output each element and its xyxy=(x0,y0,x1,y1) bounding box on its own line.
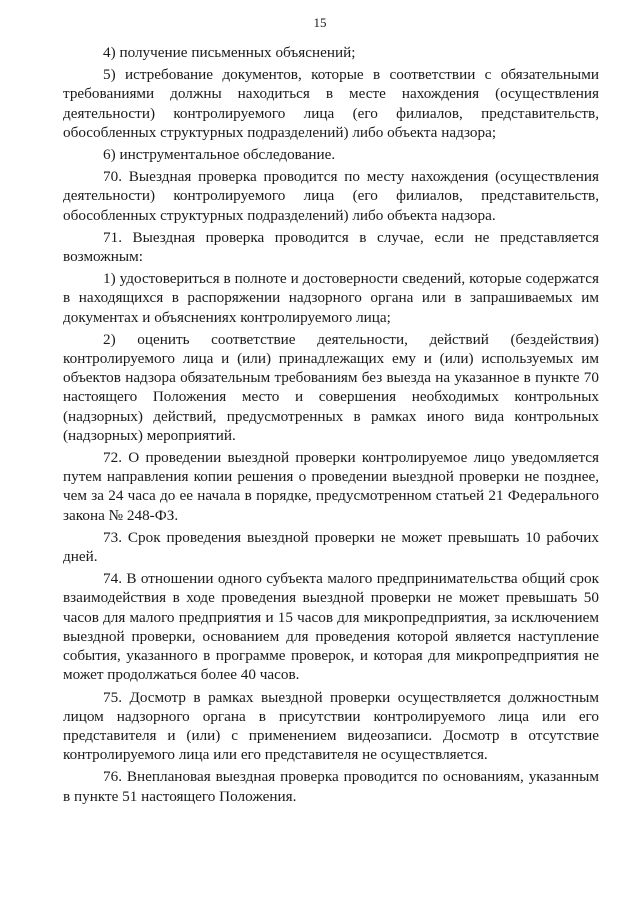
paragraph-75: 75. Досмотр в рамках выездной проверки осуществляется должностным лицом надзорного органа в присутствии контролируемого лица или его представителя и (или) с применением видеозаписи. Досмотр в отсутствие контролируемого лица или его представителя не осуществляется. xyxy=(63,688,599,764)
document-body xyxy=(63,43,599,806)
paragraph-74: 74. В отношении одного субъекта малого предпринимательства общий срок взаимодействия в ходе проведения выездной проверки не может превышать 50 часов для малого предприятия и 15 часов для микропредприятия, за исключением выездной проверки, основанием для проведения которой является наступление события, указанного в программе проверок, и которая для микропредприятия не может продолжаться более 40 часов. xyxy=(63,570,599,684)
paragraph-72: 72. О проведении выездной проверки контролируемое лицо уведомляется путем направления копии решения о проведении выездной проверки не позднее, чем за 24 часа до ее начала в порядке, предусмотренном статьей 21 Федерального закона № 248-ФЗ. xyxy=(63,449,599,524)
paragraph-70: 70. Выездная проверка проводится по месту нахождения (осуществления деятельности) контролируемого лица (его филиалов, представительств, обособленных структурных подразделений) либо объекта надзора. xyxy=(63,168,599,224)
paragraph-item-4: 4) получение письменных объяснений; xyxy=(103,44,356,61)
paragraph-71: 71. Выездная проверка проводится в случае, если не представляется возможным: xyxy=(63,228,599,266)
paragraph-76: 76. Внеплановая выездная проверка проводится по основаниям, указанным в пункте 51 настоящего Положения. xyxy=(63,768,599,805)
paragraph-item-6: 6) инструментальное обследование. xyxy=(103,146,336,164)
paragraph-73: 73. Срок проведения выездной проверки не может превышать 10 рабочих дней. xyxy=(63,528,599,566)
paragraph-71-item-1: 1) удостовериться в полноте и достоверности сведений, которые содержатся в находящихся в распоряжении надзорного органа или в запрашиваемых им документах и объяснениях контролируемого лица; xyxy=(63,270,599,326)
paragraph-item-5: 5) истребование документов, которые в соответствии с обязательными требованиями должны находиться в месте нахождения (осуществления деятельности) контролируемого лица (его филиалов, представительств, обособленных структурных подразделений) либо объекта надзора; xyxy=(63,66,599,141)
paragraph-71-item-2: 2) оценить соответствие деятельности, действий (бездействия) контролируемого лица и (или) принадлежащих ему и (или) используемых им объектов надзора обязательным требованиям без выезда на указанное в пункте 70 настоящего Положения место и совершения необходимых контрольных (надзорных) действий, предусмотренных в рамках иного вида контрольных (надзорных) мероприятий. xyxy=(63,330,599,444)
page-number: 15 xyxy=(313,15,327,30)
